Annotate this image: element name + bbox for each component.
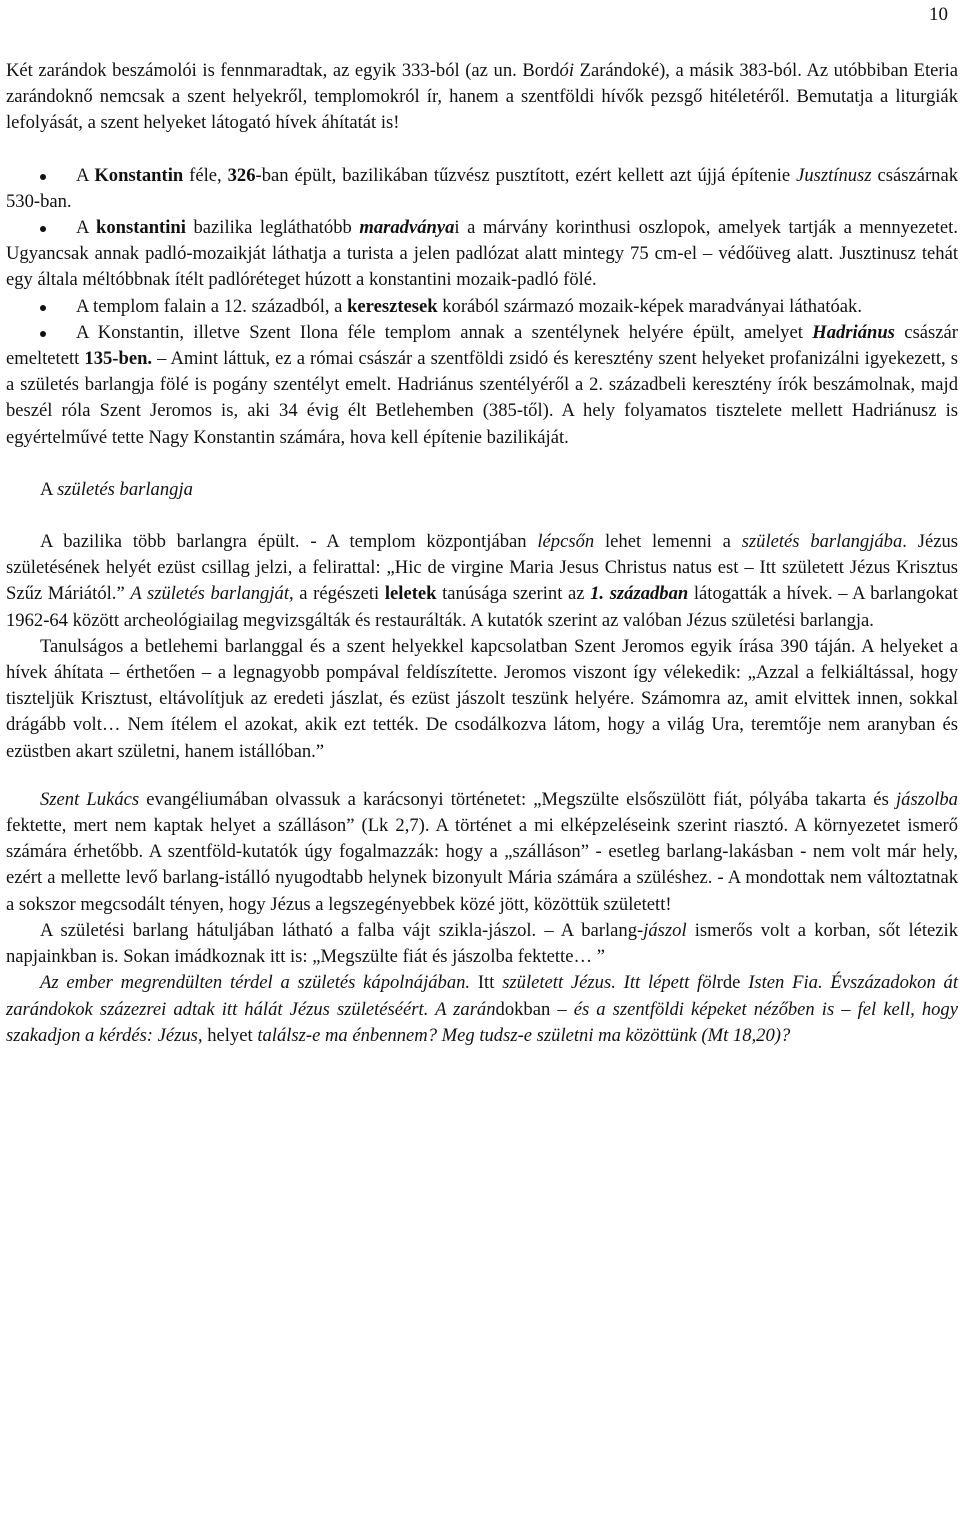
body-paragraph [6, 970, 958, 1049]
text-run: dokban [495, 998, 551, 1020]
text-run: – és a szentföldi képeket nézőben is – fel kell, hogy szakadjon a kérdés: Jézus, [6, 998, 958, 1046]
text-run: A [40, 478, 58, 500]
text-run: Konstantin [94, 164, 184, 186]
text-run: A születési barlang hátuljában látható a falba vájt szikla-jászol. – A barlang- [40, 919, 644, 941]
text-run: . Jézus születésének helyét ezüst csillag jelzi, a felirattal: „Hic de virgine Maria Jesus Christus natus est – Itt született Jézus Krisztus Szűz Máriától.” [6, 531, 959, 605]
text-run: i a márvány korinthusi oszlopok, amelyek tartják a mennyezetet. Ugyancsak annak padló-mozaikját láthatja a turista a jelen padlózat alatt mintegy 75 cm-el – védőüveg alatt. Jusztinusz tehát egy általa méltóbbnak ítélt padlóréteget húzott a konstantini mozaik-padló fölé. [6, 217, 958, 291]
text-run: születés barlangjába [741, 531, 903, 553]
text-run: ismerős volt a korban, sőt létezik napjainkban is. Sokan imádkoznak itt is: „Megszülte fiát és jászolba fektette… ” [6, 919, 958, 968]
section-heading [6, 477, 958, 503]
body-paragraph [6, 918, 958, 970]
text-run: féle, [183, 164, 228, 186]
text-run: konstantini [95, 217, 186, 239]
text-run: lehet lemenni a [594, 531, 742, 553]
body-paragraph [6, 634, 958, 765]
bullet-item [6, 163, 958, 215]
text-run: helyet [202, 1024, 258, 1046]
body-paragraph [6, 529, 958, 634]
page-number: 10 [929, 4, 948, 25]
text-run: Szent Lukács [40, 788, 140, 810]
text-run: rde [716, 972, 749, 994]
text-run: születés barlangja [57, 478, 193, 500]
text-run: császárnak 530-ban. [6, 164, 958, 212]
bullet-item [6, 215, 958, 294]
bullet-list [6, 163, 958, 451]
bullet-item [6, 320, 958, 451]
text-run: Tanulságos a betlehemi barlanggal és a szent helyekkel kapcsolatban Szent Jeromos egyik írása 390 táján. A helyeket a hívek áhítata – érthetően – a legnagyobb pompával feldíszítette. Jeromos viszont így vélekedik: „Azzal a felkiáltással, hogy tiszteljük Krisztust, eltávolítjuk az eredeti jászlat, és ezüst jászolt teszünk helyére. Számomra az, amit elvittek innen, sokkal drágább volt… Nem ítélem el azokat, akik ezt tették. De csodálkozva látom, hogy a világ Ura, teremtője nem aranyban és ezüstben akart születni, hanem istállóban.” [6, 635, 958, 762]
text-run: – Amint láttuk, ez a római császár a szentföldi zsidó és keresztény szent helyeket profanizálni igyekezett, s a születés barlangja fölé is pogány szentélyt emelt. Hadriánus szentélyéről a 2. századbeli keresztény írók beszámolnak, majd beszél róla Szent Jeromos is, aki 34 évig élt Betlehemben (385-től). A hely folyamatos tisztelete mellett Hadriánusz is egyértelművé tette Nagy Konstantin számára, hova kell építenie bazilikáját. [6, 348, 959, 448]
text-run: 1. században [590, 583, 689, 605]
text-run: keresztesek [347, 295, 438, 317]
text-run: fektette, mert nem kaptak helyet a szálláson” (Lk 2,7). A történet a mi elképzeléseink szerint riasztó. A környezetet ismerő számára érhetőbb. A szentföld-kutatók úgy fogalmazzák: hogy a „szálláson” - esetleg barlang-lakásban - nem volt már hely, ezért a mellette levő barlang-istálló nyugodtabb helynek bizonyult Mária számára a szüléshez. - A mondottak nem változtatnak a sokszor megcsodált tényen, hogy Jézus a legszegényebbek közé jött, közöttük született! [6, 815, 958, 915]
text-run: Hadriánus [812, 321, 895, 343]
text-run: A [76, 164, 95, 186]
text-run: 135-ben. [84, 348, 153, 370]
text-run: találsz-e ma énbennem? Meg tudsz-e születni ma közöttünk (Mt 18,20)? [257, 1024, 791, 1046]
text-run: Az ember megrendülten térdel a születés kápolnájában. [40, 972, 471, 994]
text-run: A bazilika több barlangra épült. - A templom központjában [40, 531, 538, 553]
intro-paragraph [6, 58, 958, 137]
text-run: 326 [227, 164, 256, 186]
text-run: jászol [643, 919, 687, 941]
text-run: Itt [470, 972, 503, 994]
text-run: -ban épült, bazilikában tűzvész pusztított, ezért kellett azt újjá építenie [255, 164, 797, 186]
document-body [6, 58, 958, 1049]
text-run: maradványa [359, 217, 455, 239]
text-run: látogatták a hívek. – A barlangokat 1962-64 között archeológiailag megvizsgálták és restaurálták. A kutatók szerint az valóban Jézus születési barlangja. [6, 583, 958, 631]
text-run: született Jézus. Itt lépett föl [502, 972, 717, 994]
text-run: jászolba [895, 788, 958, 810]
text-run: A [76, 217, 96, 239]
text-run: leletek [384, 583, 437, 605]
body-paragraph [6, 787, 958, 918]
text-run: A születés barlangját [130, 583, 289, 605]
text-run: tanúsága szerint az [436, 583, 591, 605]
text-run: Jusztínusz [796, 164, 872, 186]
text-run: , a régészeti [288, 583, 385, 605]
text-run: A Konstantin, illetve Szent Ilona féle templom annak a szentélynek helyére épült, amelyet [76, 321, 813, 343]
text-run: Isten Fia. Évszázadokon át zarándokok százezrei adtak itt hálát Jézus születéséért. A zarán [6, 972, 958, 1020]
text-run: evangéliumában olvassuk a karácsonyi történetet: „Megszülte elsőszülött fiát, pólyába takarta és [139, 788, 896, 810]
text-run: ói [559, 60, 575, 81]
bullet-item [6, 294, 958, 320]
text-run: Zarándoké), a másik 383-ból. Az utóbbiban Eteria zarándoknő nemcsak a szent helyekről, templomokról ír, hanem a szentföldi hívők pezsgő hitéletéről. Bemutatja a liturgiák lefolyását, a szent helyeket látogató hívek áhítatát is! [6, 60, 958, 134]
text-run: lépcsőn [537, 531, 595, 553]
text-run: Két zarándok beszámolói is fennmaradtak, az egyik 333-ból (az un. Bord [6, 60, 560, 81]
text-run: korából származó mozaik-képek maradványai láthatóak. [437, 295, 862, 317]
text-run: császár emeltetett [6, 321, 958, 370]
text-run: bazilika legláthatóbb [185, 217, 360, 239]
text-run: A templom falain a 12. századból, a [76, 295, 348, 317]
